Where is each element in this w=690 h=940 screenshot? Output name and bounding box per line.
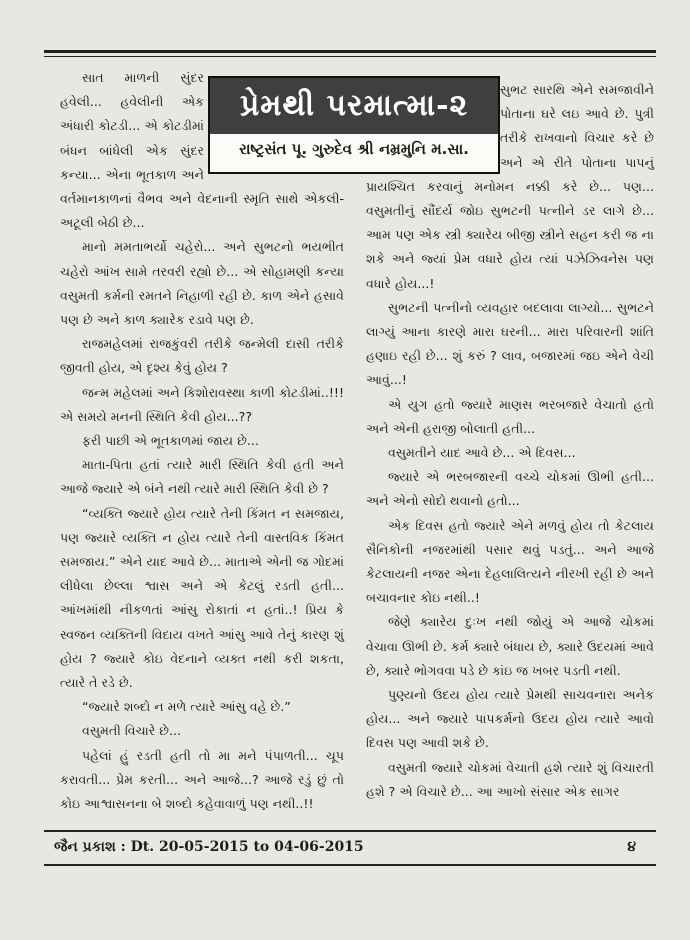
top-rule-thin bbox=[44, 56, 656, 57]
paragraph: રાજમહેલમાં રાજકુંવરી તરીકે જન્મેલી દાસી તરીકે જીવતી હોય, એ દૃશ્ય કેવું હોય ? bbox=[60, 336, 344, 376]
footer bbox=[44, 830, 656, 866]
paragraph: વસુમતી વિચારે છે... bbox=[82, 723, 182, 739]
paragraph: પુણ્યનો ઉદય હોય ત્યારે પ્રેમથી સાચવનારા અનેક હોય... અને જ્યારે પાપકર્મનો ઉદય હોય ત્યારે આવો દિવસ પણ આવી શકે છે. bbox=[366, 687, 654, 751]
publication-line: જૈન પ્રકાશ : Dt. 20-05-2015 to 04-06-2015 bbox=[54, 839, 364, 855]
paragraph: વસુમતીને યાદ આવે છે... એ દિવસ... bbox=[388, 445, 576, 461]
paragraph: જન્મ મહેલમાં અને કિશોરાવસ્થા કાળી કોટડીમાં..!!! એ સમયે મનની સ્થિતિ કેવી હોય...?? bbox=[60, 384, 344, 424]
paragraph: પહેલાં હું રડતી હતી તો મા મને પંપાળતી... ચૂપ કરાવતી... પ્રેમ કરતી... અને આજે...? આજે રડું છું તો કોઇ આશ્વાસનના બે શબ્દો કહેવાવાળું પણ નથી..!! bbox=[60, 747, 344, 812]
paragraph: જ્યારે એ ભરબજારની વચ્ચે ચોકમાં ઊભી હતી... અને એનો સોદો થવાનો હતો... bbox=[366, 469, 654, 509]
paragraph: “વ્યક્તિ જ્યારે હોય ત્યારે તેની કિંમત ન સમજાય, પણ જ્યારે વ્યક્તિ ન હોય ત્યારે તેની વાસ્તવિક કિંમત સમજાય.” એને યાદ આવે છે... માતાએ એની જ ગોદમાં લીધેલા છેલ્લા શ્વાસ અને એ કેટલું રડતી હતી... આંખમાંથી નીકળતાં આંસુ રોકાતાં ન હતાં..! પ્રિય કે સ્વજન વ્યક્તિની વિદાય વખતે આંસુ આવે તેનું કારણ શું હોય ? જ્યારે કોઇ વેદનાને વ્યક્ત નથી કરી શકતા, ત્યારે તે રડે છે. bbox=[60, 505, 344, 691]
paragraph: વસુમતી જ્યારે ચોકમાં વેચાતી હશે ત્યારે શું વિચારતી હશે ? એ વિચારે છે... આ આખો સંસાર એક સાગર bbox=[366, 759, 654, 799]
paragraph: ફરી પાછી એ ભૂતકાળમાં જાય છે... bbox=[82, 433, 259, 449]
paragraph: એક દિવસ હતો જ્યારે એને મળવું હોય તો કેટલાય સૈનિકોની નજરમાંથી પસાર થવું પડતું... અને આજે કેટલાયની નજર એના દેહલાલિત્યને નીરખી રહી છે અને બચાવનાર કોઇ નથી..! bbox=[366, 517, 654, 606]
author-byline: રાષ્ટ્રસંત પૂ. ગુરુદેવ શ્રી નમ્રમુનિ મ.સા. bbox=[239, 140, 469, 158]
paragraph: જેણે ક્યારેય દુઃખ નથી જોયું એ આજે ચોકમાં વેચાવા ઊભી છે. કર્મ ક્યારે બંધાય છે, ક્યારે ઉદયમાં આવે છે, ક્યારે ભોગવવા પડે છે કાંઇ જ ખબર પડતી નથી. bbox=[366, 614, 654, 678]
quote: “જ્યારે શબ્દો ન મળે ત્યારે આંસુ વહે છે.” bbox=[82, 699, 291, 715]
right-column bbox=[366, 78, 654, 804]
paragraph: સાત માળની સુંદર હવેલી... હવેલીની એક અંધારી કોટડી... એ કોટડીમાં બંધન બાંધેલી એક સુંદર કન્યા... એના ભૂતકાળ અને વર્તમાનકાળનાં વૈભવ અને વેદનાની સ્મૃતિ સાથે એકલી-અટૂલી બેઠી છે... bbox=[60, 70, 344, 231]
paragraph: માતા-પિતા હતાં ત્યારે મારી સ્થિતિ કેવી હતી અને આજે જ્યારે એ બંને નથી ત્યારે મારી સ્થિતિ કેવી છે ? bbox=[60, 457, 344, 497]
article-title: પ્રેમથી પરમાત્મા-૨ bbox=[210, 78, 498, 134]
paragraph: એ યુગ હતો જ્યારે માણસ ભરબજારે વેચાતો હતો અને એની હરાજી બોલાતી હતી... bbox=[366, 396, 654, 436]
top-rule bbox=[44, 50, 656, 53]
left-column bbox=[60, 66, 344, 816]
paragraph: સુભટની પત્નીનો વ્યવહાર બદલાવા લાગ્યો... સુભટને લાગ્યું આના કારણે મારા ઘરની... મારા પરિવારની શાંતિ હણાઇ રહી છે... શું કરું ? લાવ, બજારમાં જઇ એને વેચી આવું...! bbox=[366, 299, 654, 388]
page-number: ૪ bbox=[627, 839, 636, 855]
paragraph: માનો મમતાભર્યો ચહેરો... અને સુભટનો ભયભીત ચહેરો આંખ સામે તરવરી રહ્યો છે... એ સોહામણી કન્યા વસુમતી કર્મની રમતને નિહાળી રહી છે. કાળ એને હસાવે પણ છે અને કાળ ક્યારેક રડાવે પણ છે. bbox=[60, 239, 344, 328]
paragraph: સુભટ સારથિ એને સમજાવીને પોતાના ઘરે લઇ આવે છે. પુત્રી તરીકે રાખવાનો વિચાર કરે છે અને એ રીતે પોતાના પાપનું પ્રાયશ્ચિત કરવાનું મનોમન નક્કી કરે છે... પણ... વસુમતીનું સૌંદર્ય જોઇ સુભટની પત્નીને ડર લાગે છે... આમ પણ એક સ્ત્રી ક્યારેય બીજી સ્ત્રીને સહન કરી જ ના શકે અને જ્યાં પ્રેમ વધારે હોય ત્યાં પઝેઝિવનેસ પણ વધારે હોય...! bbox=[366, 82, 654, 291]
